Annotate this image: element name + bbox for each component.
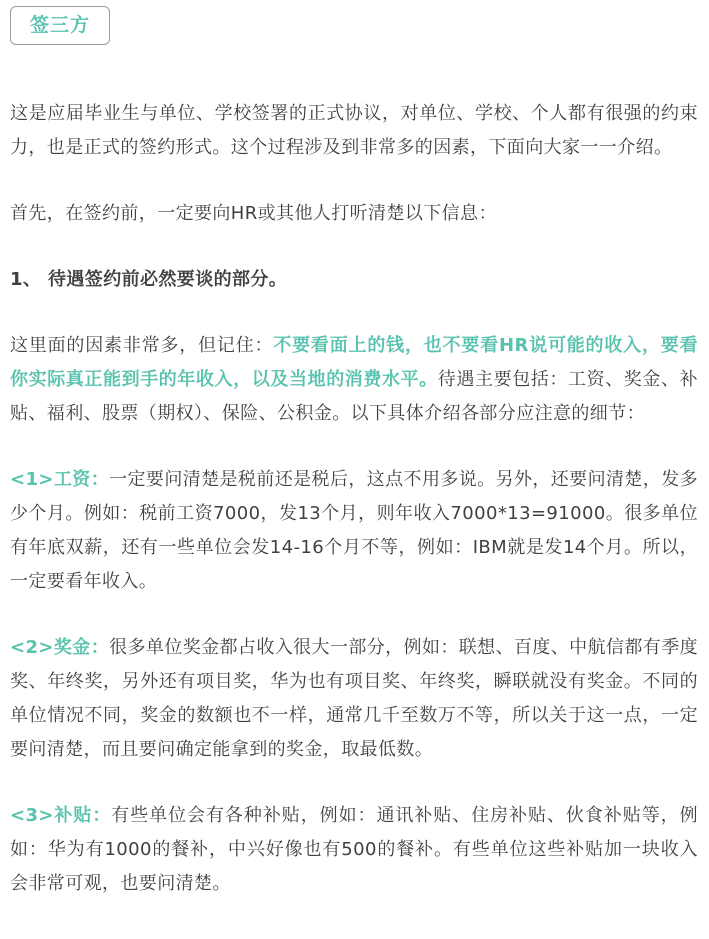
section-heading-1: 1、 待遇签约前必然要谈的部分。 — [10, 269, 288, 290]
salary-text: 一定要问清楚是税前还是税后，这点不用多说。另外，还要问清楚，发多少个月。例如：税前工资7000，发13个月，则年收入7000*13=91000。很多单位有年底双薪，还有一些单位会发14-16个月不等，例如：IBM就是发14个月。所以，一定要看年收入。 — [10, 469, 699, 592]
treatment-before: 这里面的因素非常多，但记住： — [10, 335, 274, 356]
paragraph-salary — [10, 463, 698, 599]
paragraph-intro: 这是应届毕业生与单位、学校签署的正式协议，对单位、学校、个人都有很强的约束力，也是正式的签约形式。这个过程涉及到非常多的因素，下面向大家一一介绍。 — [10, 103, 698, 158]
paragraph-treatment — [10, 329, 698, 431]
tag-badge[interactable]: 签三方 — [10, 6, 110, 45]
paragraph-presign: 首先，在签约前，一定要向HR或其他人打听清楚以下信息： — [10, 203, 497, 224]
article-body — [10, 97, 698, 901]
subsidy-label: <3>补贴： — [10, 805, 112, 826]
treatment-emphasis: 不要看面上的钱，也不要看HR说可能的收入，要看你实际真正能到手的年收入，以及当地的消费水平。 — [10, 335, 698, 390]
bonus-text: 很多单位奖金都占收入很大一部分，例如：联想、百度、中航信都有季度奖、年终奖，另外还有项目奖，华为也有项目奖、年终奖，瞬联就没有奖金。不同的单位情况不同，奖金的数额也不一样，通常几千至数万不等，所以关于这一点，一定要问清楚，而且要问确定能拿到的奖金，取最低数。 — [10, 637, 699, 760]
paragraph-subsidy — [10, 799, 698, 901]
bonus-label: <2>奖金： — [10, 637, 110, 658]
salary-label: <1>工资： — [10, 469, 110, 490]
subsidy-text: 有些单位会有各种补贴，例如：通讯补贴、住房补贴、伙食补贴等，例如：华为有1000的餐补，中兴好像也有500的餐补。有些单位这些补贴加一块收入会非常可观，也要问清楚。 — [10, 805, 698, 894]
paragraph-bonus — [10, 631, 698, 767]
treatment-after: 待遇主要包括：工资、奖金、补贴、福利、股票（期权）、保险、公积金。以下具体介绍各部分应注意的细节： — [10, 369, 698, 424]
